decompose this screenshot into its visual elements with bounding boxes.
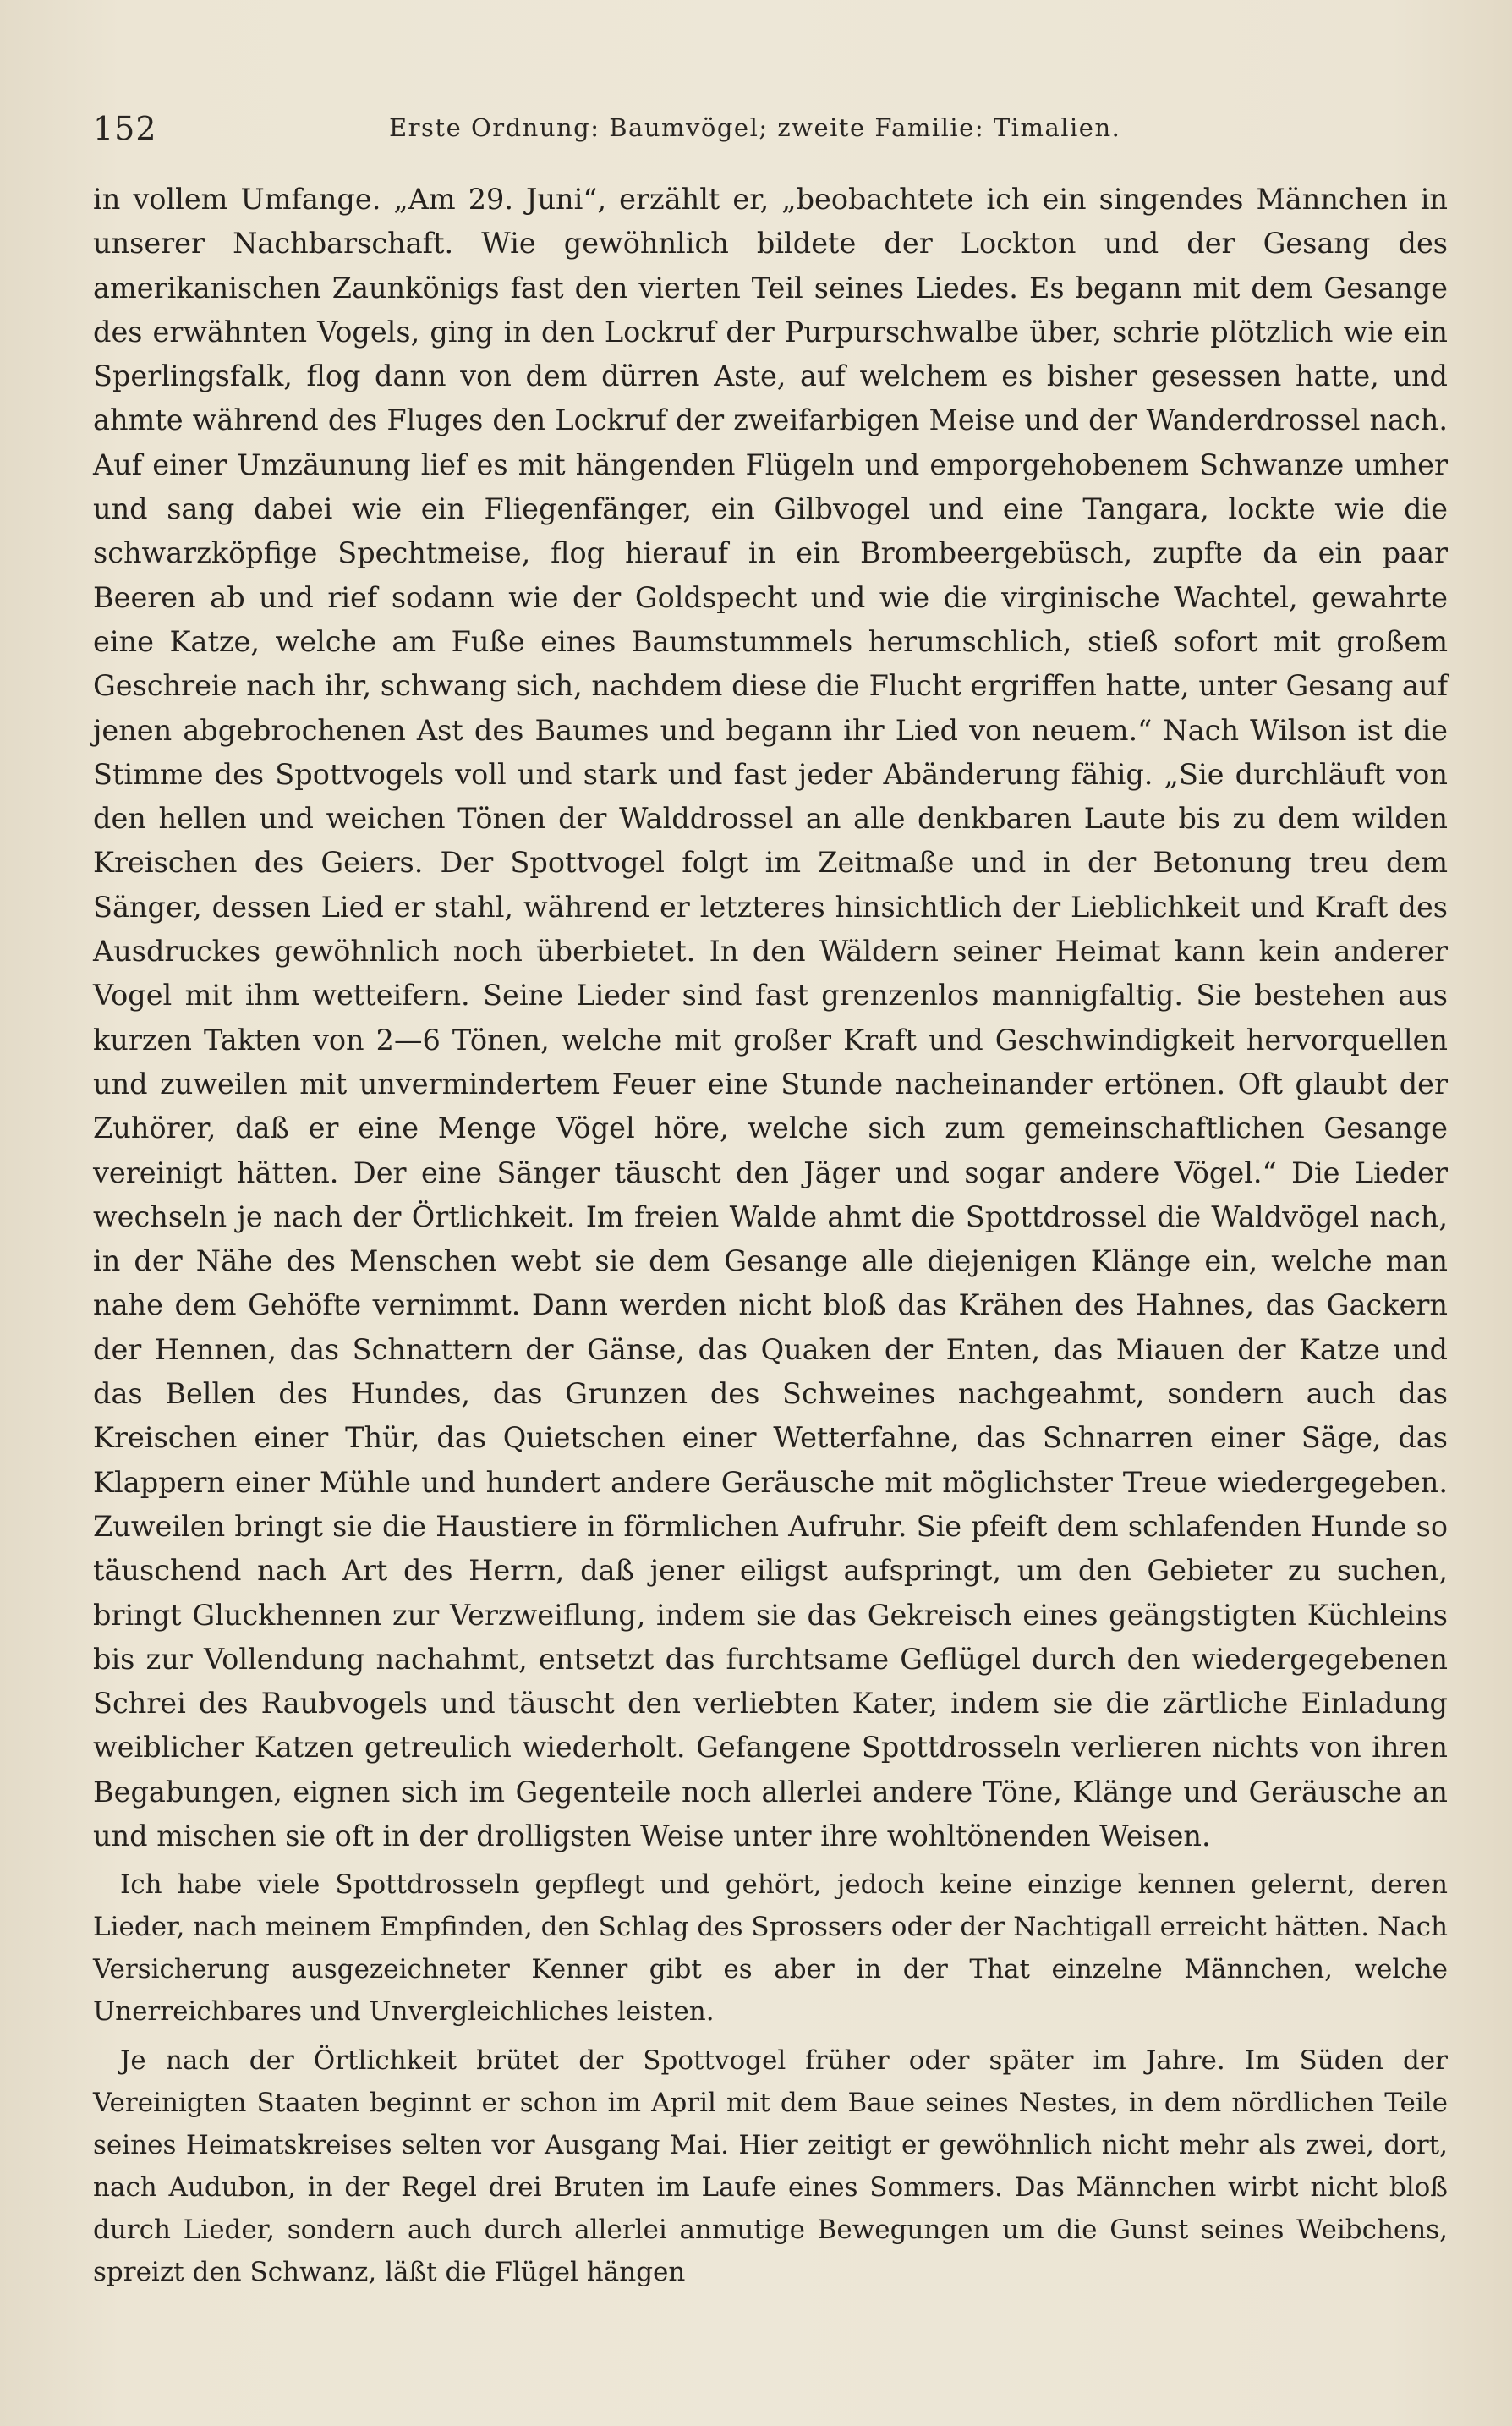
paragraph-author-observation: Ich habe viele Spottdrosseln gepflegt und gehört, jedoch keine einzige kennen gelernt, deren Lieder, nach meinem Empfinden, den Schlag des Sprossers oder der Nachtigall erreicht hätten. Nach Versicherung ausgezeichneter Kenner gibt es aber in der That einzelne Männchen, welche Unerreichbares und Unvergleichliches leisten. (93, 1869, 1448, 2028)
running-head: Erste Ordnung: Baumvögel; zweite Familie: Timalien. (389, 113, 1121, 142)
page-number: 152 (93, 110, 157, 147)
page-header (93, 110, 1446, 152)
paragraph-mockingbird-song: in vollem Umfange. „Am 29. Juni“, erzählt er, „beobachtete ich ein singendes Männchen in unserer Nachbarschaft. Wie gewöhnlich bildete der Lockton und der Gesang des amerikanischen Zaunkönigs fast den vierten Teil seines Liedes. Es begann mit dem Gesange des erwähnten Vogels, ging in den Lockruf der Purpurschwalbe über, schrie plötzlich wie ein Sperlingsfalk, flog dann von dem dürren Aste, auf welchem es bisher gesessen hatte, und ahmte während des Fluges den Lockruf der zweifarbigen Meise und der Wanderdrossel nach. Auf einer Umzäunung lief es mit hängenden Flügeln und emporgehobenem Schwanze umher und sang dabei wie ein Fliegenfänger, ein Gilbvogel und eine Tangara, lockte wie die schwarzköpfige Spechtmeise, flog hierauf in ein Brombeergebüsch, zupfte da ein paar Beeren ab und rief sodann wie der Goldspecht und wie die virginische Wachtel, gewahrte eine Katze, welche am Fuße eines Baumstummels herumschlich, stieß sofort mit großem Geschreie nach ihr, schwang sich, nachdem diese die Flucht ergriffen hatte, unter Gesang auf jenen abgebrochenen Ast des Baumes und begann ihr Lied von neuem.“ Nach Wilson ist die Stimme des Spottvogels voll und stark und fast jeder Abänderung fähig. „Sie durchläuft von den hellen und weichen Tönen der Walddrossel an alle denkbaren Laute bis zu dem wilden Kreischen des Geiers. Der Spottvogel folgt im Zeitmaße und in der Betonung treu dem Sänger, dessen Lied er stahl, während er letzteres hinsichtlich der Lieblichkeit und Kraft des Ausdruckes gewöhnlich noch überbietet. In den Wäldern seiner Heimat kann kein anderer Vogel mit ihm wetteifern. Seine Lieder sind fast grenzenlos mannigfaltig. Sie bestehen aus kurzen Takten von 2—6 Tönen, welche mit großer Kraft und Geschwindigkeit hervorquellen und zuweilen mit unvermindertem Feuer eine Stunde nacheinander ertönen. Oft glaubt der Zuhörer, daß er eine Menge Vögel höre, welche sich zum gemeinschaftlichen Gesange vereinigt hätten. Der eine Sänger täuscht den Jäger und sogar andere Vögel.“ Die Lieder wechseln je nach der Örtlichkeit. Im freien Walde ahmt die Spottdrossel die Waldvögel nach, in der Nähe des Menschen webt sie dem Gesange alle diejenigen Klänge ein, welche man nahe dem Gehöfte vernimmt. Dann werden nicht bloß das Krähen des Hahnes, das Gackern der Hennen, das Schnattern der Gänse, das Quaken der Enten, das Miauen der Katze und das Bellen des Hundes, das Grunzen des Schweines nachgeahmt, sondern auch das Kreischen einer Thür, das Quietschen einer Wetterfahne, das Schnarren einer Säge, das Klappern einer Mühle und hundert andere Geräusche mit möglichster Treue wiedergegeben. Zuweilen bringt sie die Haustiere in förmlichen Aufruhr. Sie pfeift dem schlafenden Hunde so täuschend nach Art des Herrn, daß jener eiligst aufspringt, um den Gebieter zu suchen, bringt Gluckhennen zur Verzweiflung, indem sie das Gekreisch eines geängstigten Küchleins bis zur Vollendung nachahmt, entsetzt das furchtsame Geflügel durch den wiedergegebenen Schrei des Raubvogels und täuscht den verliebten Kater, indem sie die zärtliche Einladung weiblicher Katzen getreulich wiederholt. Gefangene Spottdrosseln verlieren nichts von ihren Begabungen, eignen sich im Gegenteile noch allerlei andere Töne, Klänge und Geräusche an und mischen sie oft in der drolligsten Weise unter ihre wohltönenden Weisen. (93, 183, 1448, 1852)
body-text (93, 178, 1448, 2293)
paragraph-breeding: Je nach der Örtlichkeit brütet der Spottvogel früher oder später im Jahre. Im Süden der Vereinigten Staaten beginnt er schon im April mit dem Baue seines Nestes, in dem nördlichen Teile seines Heimatskreises selten vor Ausgang Mai. Hier zeitigt er gewöhnlich nicht mehr als zwei, dort, nach Audubon, in der Regel drei Bruten im Laufe eines Sommers. Das Männchen wirbt nicht bloß durch Lieder, sondern auch durch allerlei anmutige Bewegungen um die Gunst seines Weibchens, spreizt den Schwanz, läßt die Flügel hängen (93, 2045, 1448, 2288)
